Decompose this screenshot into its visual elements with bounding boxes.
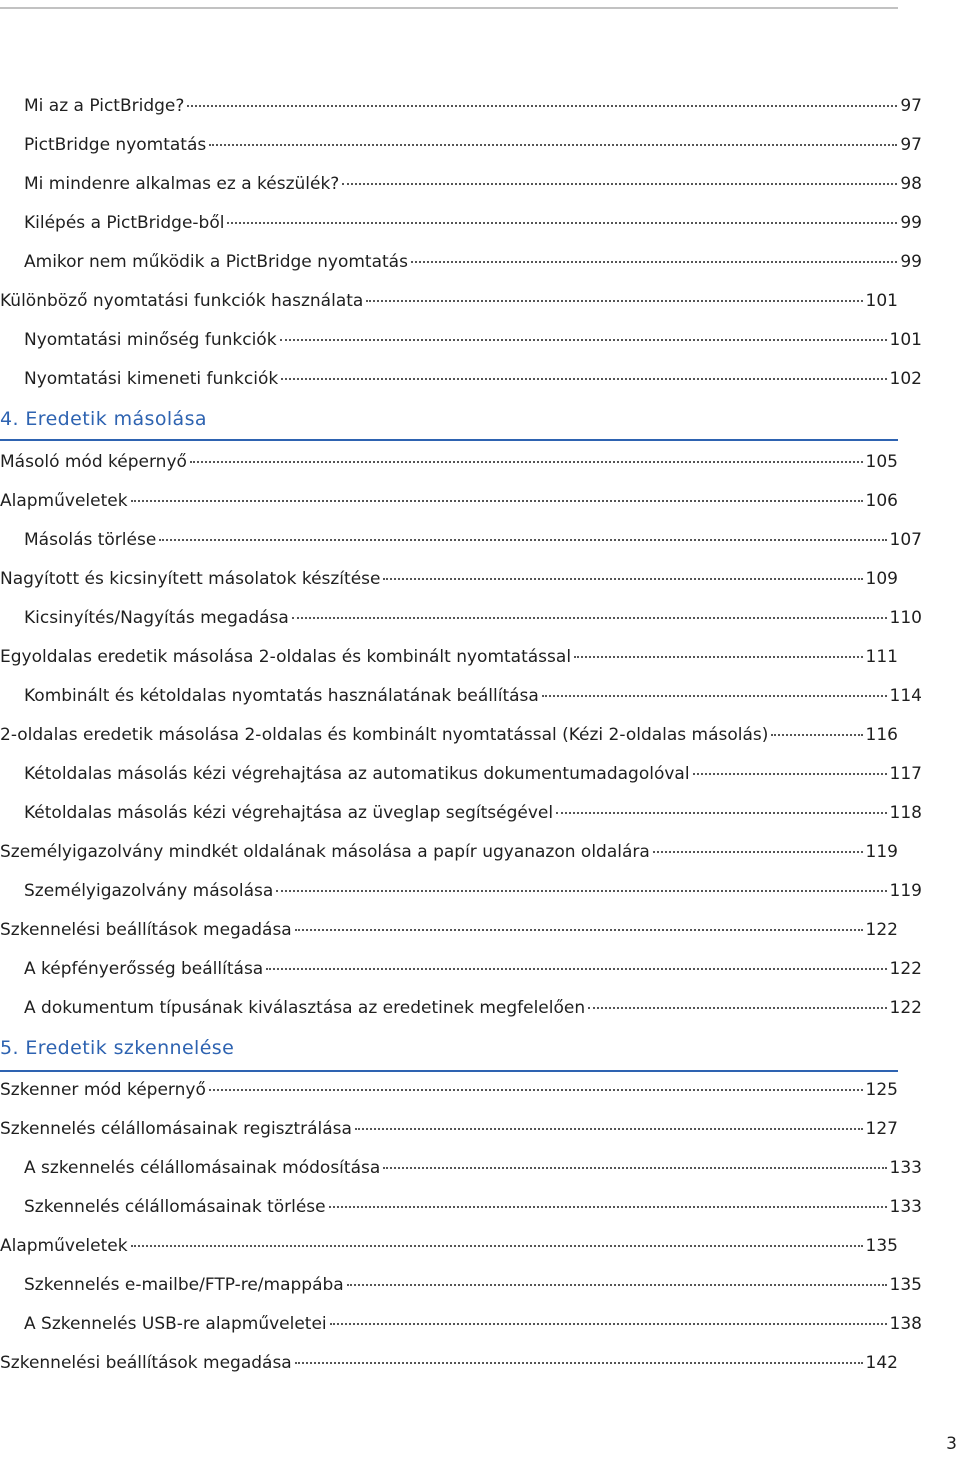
toc-entry[interactable] bbox=[0, 608, 922, 636]
toc-entry[interactable] bbox=[0, 959, 922, 987]
toc-entry[interactable] bbox=[0, 96, 922, 124]
toc-entry[interactable] bbox=[0, 1353, 898, 1381]
dot-leader bbox=[280, 339, 887, 341]
toc-entry-label: Mi az a PictBridge? bbox=[24, 96, 185, 116]
dot-leader bbox=[693, 773, 887, 775]
dot-leader bbox=[295, 929, 863, 931]
toc-entry-label: Szkennelés célállomásainak törlése bbox=[24, 1197, 326, 1217]
dot-leader bbox=[292, 617, 887, 619]
dot-leader bbox=[159, 539, 886, 541]
chapter-title: 5. Eredetik szkennelése bbox=[0, 1037, 235, 1059]
toc-entry-page: 111 bbox=[865, 647, 898, 667]
dot-leader bbox=[588, 1007, 886, 1009]
toc-entry-page: 133 bbox=[889, 1197, 922, 1217]
chapter-rule bbox=[0, 1070, 898, 1072]
dot-leader bbox=[276, 890, 886, 892]
dot-leader bbox=[542, 695, 887, 697]
toc-entry[interactable] bbox=[0, 998, 922, 1026]
toc-entry[interactable] bbox=[0, 213, 922, 241]
toc-entry-label: Szkenner mód képernyő bbox=[0, 1080, 206, 1100]
toc-entry[interactable] bbox=[0, 530, 922, 558]
dot-leader bbox=[556, 812, 886, 814]
toc-entry-page: 98 bbox=[900, 174, 922, 194]
toc-entry-label: 2-oldalas eredetik másolása 2-oldalas és kombinált nyomtatással (Kézi 2-oldalas másolás) bbox=[0, 725, 769, 745]
toc-entry-page: 127 bbox=[865, 1119, 898, 1139]
toc-entry-label: Másolás törlése bbox=[24, 530, 157, 550]
dot-leader bbox=[383, 578, 862, 580]
toc-entry-page: 97 bbox=[900, 96, 922, 116]
toc-entry-label: Szkennelési beállítások megadása bbox=[0, 1353, 292, 1373]
toc-entry[interactable] bbox=[0, 1236, 898, 1264]
toc-entry[interactable] bbox=[0, 569, 898, 597]
chapter-title: 4. Eredetik másolása bbox=[0, 408, 207, 430]
top-rule bbox=[0, 7, 898, 9]
dot-leader bbox=[347, 1284, 887, 1286]
toc-entry-label: Alapműveletek bbox=[0, 491, 128, 511]
dot-leader bbox=[383, 1167, 886, 1169]
toc-entry-label: A Szkennelés USB-re alapműveletei bbox=[24, 1314, 327, 1334]
toc-entry-page: 99 bbox=[900, 252, 922, 272]
toc-entry-label: Személyigazolvány másolása bbox=[24, 881, 274, 901]
toc-entry-label: Nyomtatási kimeneti funkciók bbox=[24, 369, 279, 389]
toc-entry-page: 135 bbox=[889, 1275, 922, 1295]
toc-entry-page: 135 bbox=[865, 1236, 898, 1256]
toc-entry-page: 138 bbox=[889, 1314, 922, 1334]
toc-entry-page: 109 bbox=[865, 569, 898, 589]
toc-entry-page: 119 bbox=[865, 842, 898, 862]
toc-entry[interactable] bbox=[0, 920, 898, 948]
dot-leader bbox=[187, 105, 897, 107]
dot-leader bbox=[266, 968, 886, 970]
toc-entry-label: Nyomtatási minőség funkciók bbox=[24, 330, 277, 350]
toc-entry-label: A szkennelés célállomásainak módosítása bbox=[24, 1158, 381, 1178]
toc-entry-label: Mi mindenre alkalmas ez a készülék? bbox=[24, 174, 340, 194]
chapter-heading-5[interactable] bbox=[0, 1037, 898, 1073]
toc-entry[interactable] bbox=[0, 725, 898, 753]
toc-entry-page: 101 bbox=[889, 330, 922, 350]
toc-entry-page: 122 bbox=[889, 998, 922, 1018]
toc-entry-page: 114 bbox=[889, 686, 922, 706]
toc-entry-label: Szkennelési beállítások megadása bbox=[0, 920, 292, 940]
toc-entry-page: 102 bbox=[889, 369, 922, 389]
dot-leader bbox=[281, 378, 886, 380]
toc-entry-label: Kétoldalas másolás kézi végrehajtása az automatikus dokumentumadagolóval bbox=[24, 764, 690, 784]
toc-entry[interactable] bbox=[0, 842, 898, 870]
toc-entry-page: 122 bbox=[865, 920, 898, 940]
toc-entry-page: 119 bbox=[889, 881, 922, 901]
toc-entry-page: 116 bbox=[865, 725, 898, 745]
toc-entry-label: Szkennelés e-mailbe/FTP-re/mappába bbox=[24, 1275, 344, 1295]
toc-entry-label: Kilépés a PictBridge-ből bbox=[24, 213, 225, 233]
dot-leader bbox=[411, 261, 897, 263]
toc-entry-page: 122 bbox=[889, 959, 922, 979]
dot-leader bbox=[574, 656, 863, 658]
toc-entry[interactable] bbox=[0, 1314, 922, 1342]
toc-entry[interactable] bbox=[0, 686, 922, 714]
dot-leader bbox=[653, 851, 863, 853]
toc-entry-page: 99 bbox=[900, 213, 922, 233]
chapter-rule bbox=[0, 439, 898, 441]
toc-entry-label: Kombinált és kétoldalas nyomtatás használatának beállítása bbox=[24, 686, 539, 706]
dot-leader bbox=[771, 734, 862, 736]
toc-entry-page: 142 bbox=[865, 1353, 898, 1373]
dot-leader bbox=[131, 500, 863, 502]
dot-leader bbox=[209, 144, 897, 146]
toc-entry-page: 118 bbox=[889, 803, 922, 823]
toc-entry[interactable] bbox=[0, 1158, 922, 1186]
toc-entry[interactable] bbox=[0, 491, 898, 519]
dot-leader bbox=[355, 1128, 863, 1130]
toc-entry[interactable] bbox=[0, 1197, 922, 1225]
toc-entry-label: Amikor nem működik a PictBridge nyomtatás bbox=[24, 252, 408, 272]
toc-entry[interactable] bbox=[0, 647, 898, 675]
dot-leader bbox=[131, 1245, 863, 1247]
dot-leader bbox=[329, 1206, 887, 1208]
dot-leader bbox=[342, 183, 897, 185]
toc-entry-page: 133 bbox=[889, 1158, 922, 1178]
dot-leader bbox=[295, 1362, 863, 1364]
page-number: 3 bbox=[946, 1434, 957, 1454]
toc-entry[interactable] bbox=[0, 174, 922, 202]
toc-entry[interactable] bbox=[0, 881, 922, 909]
dot-leader bbox=[366, 300, 862, 302]
toc-entry[interactable] bbox=[0, 803, 922, 831]
toc-entry-page: 125 bbox=[865, 1080, 898, 1100]
toc-entry-page: 117 bbox=[889, 764, 922, 784]
toc-entry-page: 97 bbox=[900, 135, 922, 155]
toc-entry[interactable] bbox=[0, 452, 898, 480]
toc-entry-label: Kicsinyítés/Nagyítás megadása bbox=[24, 608, 289, 628]
toc-entry[interactable] bbox=[0, 291, 898, 319]
dot-leader bbox=[227, 222, 897, 224]
toc-entry[interactable] bbox=[0, 1080, 898, 1108]
toc-entry[interactable] bbox=[0, 135, 922, 163]
toc-entry-label: Kétoldalas másolás kézi végrehajtása az üveglap segítségével bbox=[24, 803, 554, 823]
toc-entry-label: Szkennelés célállomásainak regisztrálása bbox=[0, 1119, 352, 1139]
toc-entry[interactable] bbox=[0, 330, 922, 358]
toc-entry-label: Alapműveletek bbox=[0, 1236, 128, 1256]
toc-entry-label: A képfényerősség beállítása bbox=[24, 959, 264, 979]
toc-entry[interactable] bbox=[0, 252, 922, 280]
dot-leader bbox=[330, 1323, 887, 1325]
toc-entry-label: PictBridge nyomtatás bbox=[24, 135, 207, 155]
toc-entry-label: Személyigazolvány mindkét oldalának másolása a papír ugyanazon oldalára bbox=[0, 842, 650, 862]
toc-entry-label: A dokumentum típusának kiválasztása az eredetinek megfelelően bbox=[24, 998, 586, 1018]
chapter-heading-4[interactable] bbox=[0, 408, 898, 444]
toc-entry-page: 107 bbox=[889, 530, 922, 550]
dot-leader bbox=[190, 461, 863, 463]
toc-entry-page: 101 bbox=[865, 291, 898, 311]
toc-entry[interactable] bbox=[0, 1119, 898, 1147]
toc-entry-page: 106 bbox=[865, 491, 898, 511]
toc-entry-page: 110 bbox=[889, 608, 922, 628]
toc-entry-label: Nagyított és kicsinyített másolatok készítése bbox=[0, 569, 381, 589]
toc-entry[interactable] bbox=[0, 764, 922, 792]
toc-entry-label: Másoló mód képernyő bbox=[0, 452, 187, 472]
toc-entry[interactable] bbox=[0, 1275, 922, 1303]
toc-entry-label: Különböző nyomtatási funkciók használata bbox=[0, 291, 364, 311]
toc-entry[interactable] bbox=[0, 369, 922, 397]
dot-leader bbox=[209, 1089, 863, 1091]
toc-entry-label: Egyoldalas eredetik másolása 2-oldalas és kombinált nyomtatással bbox=[0, 647, 572, 667]
toc-entry-page: 105 bbox=[865, 452, 898, 472]
